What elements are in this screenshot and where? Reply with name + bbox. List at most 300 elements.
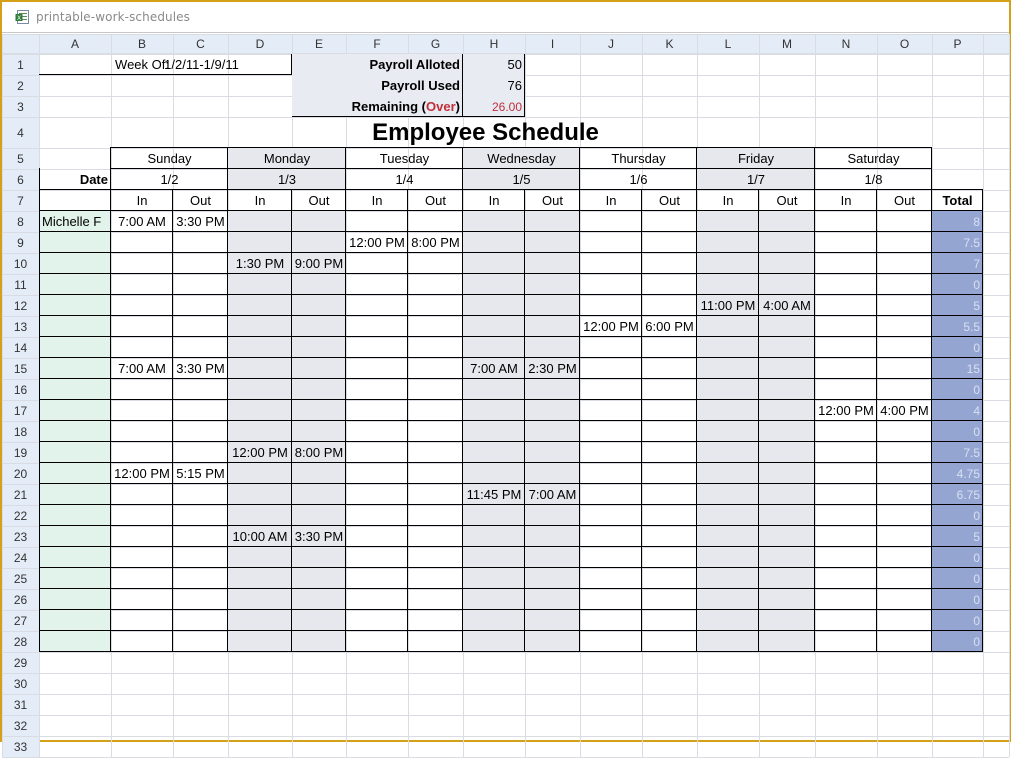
shift-in-cell[interactable]: 7:00 AM [118, 214, 166, 229]
shift-in-cell[interactable] [228, 295, 292, 316]
shift-out-cell[interactable] [759, 547, 815, 568]
shift-in-cell[interactable] [815, 484, 877, 505]
shift-out-cell[interactable] [877, 232, 932, 253]
employee-name-cell[interactable] [39, 547, 111, 568]
shift-out-cell[interactable] [759, 421, 815, 442]
shift-out-cell[interactable] [877, 526, 932, 547]
shift-in-cell[interactable] [580, 295, 642, 316]
shift-out-cell[interactable] [642, 421, 697, 442]
shift-in-cell[interactable] [580, 547, 642, 568]
shift-in-cell[interactable] [111, 253, 173, 274]
shift-in-cell[interactable] [463, 463, 525, 484]
shift-out-cell[interactable] [525, 463, 580, 484]
employee-name-cell[interactable] [39, 400, 111, 421]
shift-in-cell[interactable] [697, 337, 759, 358]
row-header-17[interactable]: 17 [2, 400, 39, 421]
employee-name-cell[interactable] [39, 337, 111, 358]
shift-out-cell[interactable] [173, 274, 228, 295]
shift-out-cell[interactable] [408, 505, 463, 526]
shift-in-cell[interactable] [228, 379, 292, 400]
shift-out-cell[interactable]: 2:30 PM [525, 358, 580, 379]
shift-in-cell[interactable] [346, 547, 408, 568]
shift-in-cell[interactable] [463, 253, 525, 274]
shift-out-cell[interactable] [408, 568, 463, 589]
shift-in-cell[interactable] [228, 274, 292, 295]
shift-out-cell[interactable] [642, 274, 697, 295]
total-hours-cell[interactable]: 0 [932, 337, 983, 358]
shift-out-cell[interactable] [525, 274, 580, 295]
shift-out-cell[interactable] [759, 316, 815, 337]
shift-in-cell[interactable] [815, 274, 877, 295]
shift-in-cell[interactable] [111, 526, 173, 547]
employee-name-cell[interactable] [39, 568, 111, 589]
shift-in-cell[interactable] [463, 316, 525, 337]
row-header-31[interactable]: 31 [2, 694, 39, 715]
shift-out-cell[interactable] [408, 253, 463, 274]
remaining-value[interactable]: 26.00 [463, 96, 525, 117]
shift-in-cell[interactable] [697, 442, 759, 463]
shift-in-cell[interactable] [580, 400, 642, 421]
shift-in-cell[interactable] [463, 526, 525, 547]
column-header-m[interactable]: M [759, 34, 815, 54]
row-header-4[interactable]: 4 [2, 117, 39, 148]
shift-in-cell[interactable] [580, 526, 642, 547]
shift-out-cell[interactable]: 5:15 PM [176, 466, 225, 481]
shift-in-cell[interactable] [463, 337, 525, 358]
column-header-e[interactable]: E [292, 34, 346, 54]
shift-in-cell[interactable] [111, 295, 173, 316]
shift-out-cell[interactable] [642, 211, 697, 232]
shift-out-cell[interactable] [877, 337, 932, 358]
shift-out-cell[interactable] [292, 232, 346, 253]
column-header-q[interactable] [983, 34, 1009, 54]
shift-out-cell[interactable] [642, 610, 697, 631]
column-header-f[interactable]: F [346, 34, 408, 54]
shift-in-cell[interactable] [463, 589, 525, 610]
shift-in-cell[interactable] [815, 316, 877, 337]
shift-in-cell[interactable]: 12:00 PM [114, 466, 170, 481]
shift-in-cell[interactable] [815, 442, 877, 463]
shift-in-cell[interactable] [346, 337, 408, 358]
shift-out-cell[interactable]: 8:00 PM [292, 442, 346, 463]
week-of-value[interactable]: 1/2/11-1/9/11 [164, 57, 239, 72]
shift-out-cell[interactable] [173, 505, 228, 526]
shift-out-cell[interactable]: 3:30 PM [176, 361, 225, 376]
shift-in-cell[interactable] [228, 463, 292, 484]
shift-out-cell[interactable] [408, 484, 463, 505]
shift-in-cell[interactable] [228, 232, 292, 253]
shift-out-cell[interactable] [408, 442, 463, 463]
shift-in-cell[interactable] [463, 274, 525, 295]
shift-in-cell[interactable] [346, 526, 408, 547]
shift-in-cell[interactable] [580, 442, 642, 463]
shift-in-cell[interactable]: 7:00 AM [463, 358, 525, 379]
shift-in-cell[interactable] [697, 484, 759, 505]
shift-in-cell[interactable] [346, 589, 408, 610]
shift-out-cell[interactable] [759, 400, 815, 421]
shift-in-cell[interactable] [111, 631, 173, 652]
shift-in-cell[interactable] [346, 505, 408, 526]
shift-in-cell[interactable]: 7:00 AM [118, 361, 166, 376]
employee-name-cell[interactable] [39, 253, 111, 274]
shift-in-cell[interactable] [580, 253, 642, 274]
shift-out-cell[interactable] [877, 211, 932, 232]
shift-out-cell[interactable] [877, 547, 932, 568]
column-header-p[interactable]: P [932, 34, 983, 54]
total-hours-cell[interactable]: 5 [932, 526, 983, 547]
shift-out-cell[interactable] [877, 568, 932, 589]
shift-out-cell[interactable] [292, 610, 346, 631]
shift-in-cell[interactable]: 12:00 PM [818, 403, 874, 418]
shift-in-cell[interactable] [815, 526, 877, 547]
shift-out-cell[interactable] [525, 505, 580, 526]
total-hours-cell[interactable]: 0 [932, 421, 983, 442]
shift-out-cell[interactable] [525, 295, 580, 316]
shift-in-cell[interactable] [346, 421, 408, 442]
row-header-16[interactable]: 16 [2, 379, 39, 400]
shift-in-cell[interactable] [111, 442, 173, 463]
total-hours-cell[interactable]: 0 [932, 568, 983, 589]
shift-in-cell[interactable] [697, 610, 759, 631]
shift-in-cell[interactable] [111, 589, 173, 610]
shift-in-cell[interactable] [228, 484, 292, 505]
shift-out-cell[interactable] [525, 442, 580, 463]
row-header-22[interactable]: 22 [2, 505, 39, 526]
shift-out-cell[interactable] [642, 400, 697, 421]
shift-out-cell[interactable] [173, 547, 228, 568]
employee-name-cell[interactable] [39, 589, 111, 610]
shift-in-cell[interactable] [346, 358, 408, 379]
shift-in-cell[interactable]: 1:30 PM [228, 253, 292, 274]
shift-out-cell[interactable] [642, 631, 697, 652]
total-hours-cell[interactable]: 5 [932, 295, 983, 316]
shift-in-cell[interactable]: 10:00 AM [228, 526, 292, 547]
row-header-23[interactable]: 23 [2, 526, 39, 547]
shift-in-cell[interactable] [580, 505, 642, 526]
employee-name-cell[interactable] [39, 484, 111, 505]
employee-name-cell[interactable] [39, 358, 111, 379]
total-hours-cell[interactable]: 0 [932, 589, 983, 610]
shift-out-cell[interactable] [642, 337, 697, 358]
shift-in-cell[interactable] [346, 568, 408, 589]
shift-in-cell[interactable] [228, 547, 292, 568]
shift-in-cell[interactable] [815, 547, 877, 568]
shift-out-cell[interactable] [408, 547, 463, 568]
shift-out-cell[interactable] [408, 316, 463, 337]
row-header-8[interactable]: 8 [2, 211, 39, 232]
shift-out-cell[interactable] [173, 253, 228, 274]
shift-out-cell[interactable] [408, 400, 463, 421]
shift-in-cell[interactable] [580, 484, 642, 505]
shift-out-cell[interactable] [292, 589, 346, 610]
shift-in-cell[interactable] [815, 337, 877, 358]
shift-in-cell[interactable] [228, 589, 292, 610]
total-hours-cell[interactable]: 4.75 [932, 463, 983, 484]
shift-in-cell[interactable] [346, 400, 408, 421]
shift-out-cell[interactable] [759, 484, 815, 505]
shift-out-cell[interactable] [759, 274, 815, 295]
shift-out-cell[interactable] [525, 568, 580, 589]
shift-out-cell[interactable]: 9:00 PM [292, 253, 346, 274]
shift-out-cell[interactable] [292, 568, 346, 589]
shift-in-cell[interactable] [580, 337, 642, 358]
shift-out-cell[interactable] [525, 631, 580, 652]
shift-out-cell[interactable] [408, 589, 463, 610]
employee-name-cell[interactable] [39, 232, 111, 253]
shift-in-cell[interactable] [580, 379, 642, 400]
shift-out-cell[interactable]: 3:30 PM [292, 526, 346, 547]
shift-in-cell[interactable] [815, 358, 877, 379]
shift-out-cell[interactable] [642, 442, 697, 463]
shift-in-cell[interactable] [697, 589, 759, 610]
shift-in-cell[interactable] [463, 631, 525, 652]
shift-in-cell[interactable] [580, 610, 642, 631]
shift-out-cell[interactable] [173, 421, 228, 442]
shift-out-cell[interactable] [759, 358, 815, 379]
shift-in-cell[interactable]: 11:00 PM [697, 295, 759, 316]
employee-name-cell[interactable] [39, 463, 111, 484]
shift-out-cell[interactable] [292, 631, 346, 652]
employee-name-cell[interactable] [39, 505, 111, 526]
row-header-24[interactable]: 24 [2, 547, 39, 568]
shift-in-cell[interactable] [463, 547, 525, 568]
shift-out-cell[interactable] [292, 295, 346, 316]
shift-in-cell[interactable] [111, 400, 173, 421]
shift-in-cell[interactable] [697, 526, 759, 547]
shift-out-cell[interactable] [525, 253, 580, 274]
employee-name-cell[interactable] [39, 274, 111, 295]
shift-in-cell[interactable] [228, 421, 292, 442]
column-header-i[interactable]: I [525, 34, 580, 54]
total-hours-cell[interactable]: 0 [932, 274, 983, 295]
shift-in-cell[interactable] [111, 232, 173, 253]
row-header-18[interactable]: 18 [2, 421, 39, 442]
total-hours-cell[interactable]: 5.5 [932, 316, 983, 337]
employee-name-cell[interactable] [39, 442, 111, 463]
shift-out-cell[interactable] [408, 463, 463, 484]
shift-out-cell[interactable]: 3:30 PM [176, 214, 225, 229]
total-hours-cell[interactable]: 7.5 [932, 232, 983, 253]
shift-in-cell[interactable] [228, 358, 292, 379]
shift-in-cell[interactable] [580, 358, 642, 379]
shift-out-cell[interactable] [642, 358, 697, 379]
shift-in-cell[interactable] [346, 274, 408, 295]
shift-in-cell[interactable] [580, 274, 642, 295]
shift-in-cell[interactable] [228, 610, 292, 631]
shift-out-cell[interactable] [877, 631, 932, 652]
shift-in-cell[interactable] [463, 610, 525, 631]
shift-in-cell[interactable] [228, 400, 292, 421]
shift-in-cell[interactable] [580, 421, 642, 442]
shift-in-cell[interactable] [346, 631, 408, 652]
shift-in-cell[interactable] [463, 421, 525, 442]
shift-out-cell[interactable] [759, 337, 815, 358]
shift-out-cell[interactable] [525, 211, 580, 232]
row-header-20[interactable]: 20 [2, 463, 39, 484]
total-hours-cell[interactable]: 0 [932, 610, 983, 631]
shift-out-cell[interactable] [642, 568, 697, 589]
shift-out-cell[interactable] [877, 505, 932, 526]
shift-out-cell[interactable] [759, 253, 815, 274]
shift-in-cell[interactable] [111, 484, 173, 505]
shift-in-cell[interactable]: 12:00 PM [228, 442, 292, 463]
shift-out-cell[interactable] [877, 274, 932, 295]
shift-out-cell[interactable] [408, 211, 463, 232]
shift-out-cell[interactable] [642, 295, 697, 316]
shift-in-cell[interactable] [228, 505, 292, 526]
shift-in-cell[interactable] [697, 505, 759, 526]
shift-out-cell[interactable] [408, 421, 463, 442]
row-header-3[interactable]: 3 [2, 96, 39, 117]
shift-out-cell[interactable] [292, 505, 346, 526]
shift-out-cell[interactable]: 4:00 PM [880, 403, 929, 418]
shift-in-cell[interactable] [111, 379, 173, 400]
shift-out-cell[interactable] [292, 211, 346, 232]
shift-out-cell[interactable] [642, 526, 697, 547]
row-header-30[interactable]: 30 [2, 673, 39, 694]
shift-in-cell[interactable] [111, 568, 173, 589]
shift-out-cell[interactable] [173, 568, 228, 589]
employee-name-cell[interactable] [39, 526, 111, 547]
shift-out-cell[interactable] [525, 400, 580, 421]
shift-out-cell[interactable] [408, 379, 463, 400]
total-hours-cell[interactable]: 0 [932, 547, 983, 568]
total-hours-cell[interactable]: 0 [932, 505, 983, 526]
shift-out-cell[interactable] [408, 295, 463, 316]
shift-out-cell[interactable] [292, 316, 346, 337]
shift-in-cell[interactable] [228, 316, 292, 337]
shift-in-cell[interactable] [697, 253, 759, 274]
shift-in-cell[interactable] [111, 421, 173, 442]
shift-in-cell[interactable] [580, 463, 642, 484]
total-hours-cell[interactable]: 0 [932, 631, 983, 652]
shift-in-cell[interactable] [463, 400, 525, 421]
total-hours-cell[interactable]: 4 [932, 400, 983, 421]
shift-in-cell[interactable] [346, 211, 408, 232]
total-hours-cell[interactable]: 6.75 [932, 484, 983, 505]
column-header-a[interactable]: A [39, 34, 111, 54]
total-hours-cell[interactable]: 0 [932, 379, 983, 400]
shift-in-cell[interactable] [815, 295, 877, 316]
shift-in-cell[interactable] [580, 568, 642, 589]
column-header-l[interactable]: L [697, 34, 759, 54]
shift-in-cell[interactable] [346, 442, 408, 463]
row-header-11[interactable]: 11 [2, 274, 39, 295]
shift-in-cell[interactable] [697, 316, 759, 337]
shift-in-cell[interactable] [697, 547, 759, 568]
shift-in-cell[interactable] [580, 631, 642, 652]
shift-in-cell[interactable] [815, 379, 877, 400]
row-header-21[interactable]: 21 [2, 484, 39, 505]
shift-out-cell[interactable] [642, 505, 697, 526]
shift-out-cell[interactable] [173, 400, 228, 421]
shift-out-cell[interactable] [877, 253, 932, 274]
shift-in-cell[interactable] [346, 295, 408, 316]
shift-in-cell[interactable] [815, 211, 877, 232]
column-header-c[interactable]: C [173, 34, 228, 54]
shift-out-cell[interactable] [173, 295, 228, 316]
shift-out-cell[interactable] [173, 232, 228, 253]
employee-name-cell[interactable] [39, 316, 111, 337]
shift-out-cell[interactable] [292, 547, 346, 568]
row-header-12[interactable]: 12 [2, 295, 39, 316]
shift-out-cell[interactable] [877, 421, 932, 442]
shift-out-cell[interactable] [642, 463, 697, 484]
shift-out-cell[interactable] [759, 463, 815, 484]
payroll-alloted-value[interactable]: 50 [463, 54, 525, 75]
shift-out-cell[interactable] [759, 589, 815, 610]
shift-in-cell[interactable] [815, 421, 877, 442]
shift-out-cell[interactable] [877, 610, 932, 631]
shift-in-cell[interactable] [697, 358, 759, 379]
shift-out-cell[interactable] [173, 484, 228, 505]
employee-name-cell[interactable]: Michelle F [39, 211, 111, 232]
employee-name-cell[interactable] [39, 421, 111, 442]
shift-out-cell[interactable] [173, 379, 228, 400]
shift-out-cell[interactable] [642, 232, 697, 253]
shift-out-cell[interactable] [292, 484, 346, 505]
shift-out-cell[interactable] [642, 253, 697, 274]
shift-out-cell[interactable] [759, 505, 815, 526]
shift-out-cell[interactable] [292, 421, 346, 442]
employee-name-cell[interactable] [39, 631, 111, 652]
shift-out-cell[interactable] [877, 442, 932, 463]
row-header-10[interactable]: 10 [2, 253, 39, 274]
row-header-15[interactable]: 15 [2, 358, 39, 379]
shift-out-cell[interactable] [642, 547, 697, 568]
shift-out-cell[interactable] [877, 463, 932, 484]
shift-out-cell[interactable] [292, 274, 346, 295]
row-header-7[interactable]: 7 [2, 190, 39, 211]
shift-in-cell[interactable] [815, 505, 877, 526]
shift-out-cell[interactable] [525, 421, 580, 442]
shift-in-cell[interactable] [815, 631, 877, 652]
shift-out-cell[interactable] [408, 526, 463, 547]
shift-out-cell[interactable] [759, 232, 815, 253]
column-header-g[interactable]: G [408, 34, 463, 54]
shift-in-cell[interactable] [463, 295, 525, 316]
shift-in-cell[interactable] [815, 253, 877, 274]
shift-out-cell[interactable] [292, 337, 346, 358]
shift-out-cell[interactable] [877, 379, 932, 400]
shift-in-cell[interactable] [697, 568, 759, 589]
shift-in-cell[interactable] [815, 232, 877, 253]
shift-out-cell[interactable] [525, 232, 580, 253]
shift-out-cell[interactable] [525, 379, 580, 400]
total-hours-cell[interactable]: 7 [932, 253, 983, 274]
row-header-25[interactable]: 25 [2, 568, 39, 589]
shift-in-cell[interactable] [815, 610, 877, 631]
shift-out-cell[interactable] [408, 358, 463, 379]
shift-out-cell[interactable] [408, 337, 463, 358]
row-header-29[interactable]: 29 [2, 652, 39, 673]
shift-out-cell[interactable] [292, 358, 346, 379]
shift-out-cell[interactable] [642, 379, 697, 400]
column-header-j[interactable]: J [580, 34, 642, 54]
shift-in-cell[interactable] [463, 442, 525, 463]
shift-out-cell[interactable] [759, 442, 815, 463]
shift-out-cell[interactable] [642, 589, 697, 610]
shift-in-cell[interactable] [697, 400, 759, 421]
shift-out-cell[interactable] [173, 526, 228, 547]
shift-out-cell[interactable] [759, 631, 815, 652]
employee-name-cell[interactable] [39, 295, 111, 316]
shift-out-cell[interactable]: 7:00 AM [525, 484, 580, 505]
shift-out-cell[interactable] [292, 463, 346, 484]
row-header-27[interactable]: 27 [2, 610, 39, 631]
shift-in-cell[interactable] [580, 211, 642, 232]
shift-in-cell[interactable] [697, 631, 759, 652]
